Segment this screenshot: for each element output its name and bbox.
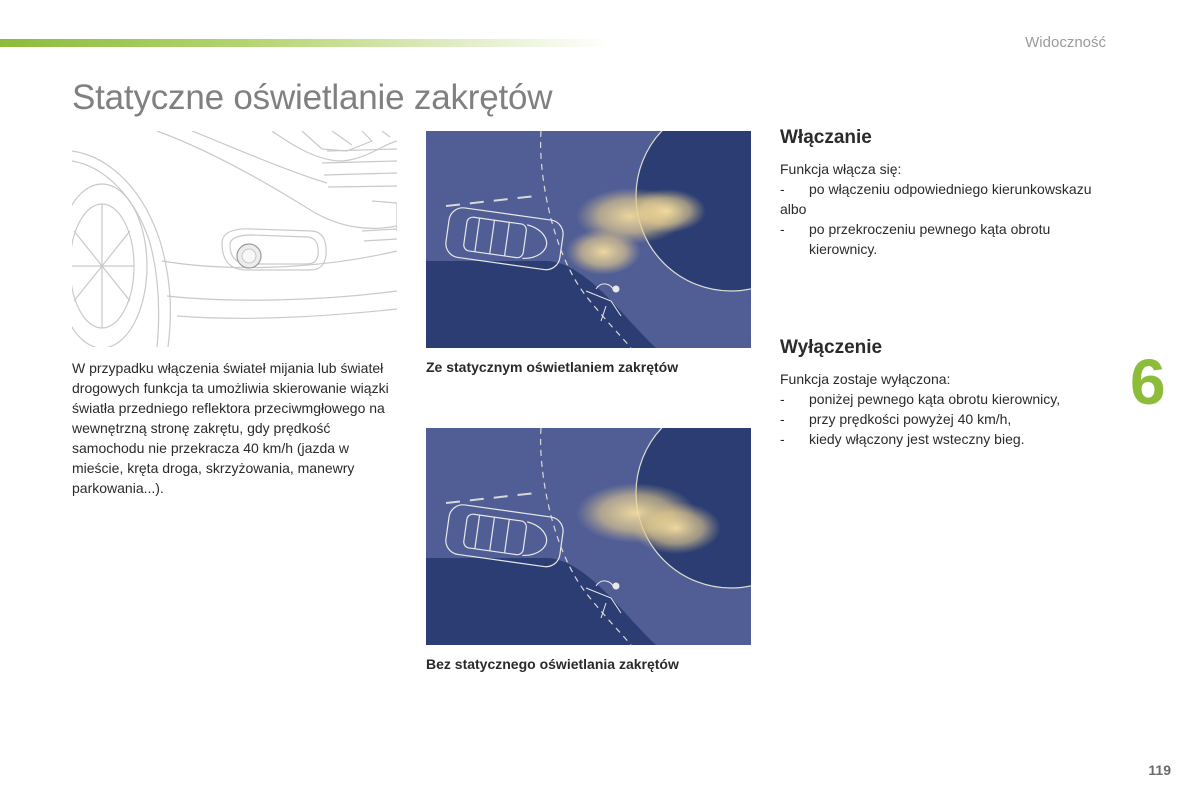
diagram-without-cornering-light (426, 428, 751, 645)
header-accent-bar (0, 39, 610, 47)
deactivation-section (780, 337, 1110, 449)
list-item (780, 179, 1110, 199)
list-item-text: poniżej pewnego kąta obrotu kierownicy, (809, 391, 1061, 407)
list-item-text: przy prędkości powyżej 40 km/h, (809, 411, 1012, 427)
list-dash: - (780, 181, 785, 197)
activation-section (780, 127, 1110, 259)
car-fog-lamp-illustration (72, 131, 397, 347)
activation-heading: Włączanie (780, 127, 872, 148)
page-title: Statyczne oświetlanie zakrętów (72, 78, 553, 117)
chapter-number: 6 (1130, 346, 1166, 418)
caption-without-cornering-light: Bez statycznego oświetlania zakrętów (426, 656, 679, 672)
activation-list (780, 179, 1110, 199)
list-dash: - (780, 411, 785, 427)
activation-list-alt (780, 219, 1110, 259)
list-item (780, 219, 1110, 259)
activation-connector: albo (780, 201, 807, 217)
deactivation-lead: Funkcja zostaje wyłączona: (780, 371, 951, 387)
page-number: 119 (1148, 762, 1171, 778)
deactivation-list (780, 389, 1110, 449)
caption-with-cornering-light: Ze statycznym oświetlaniem zakrętów (426, 359, 679, 375)
list-item (780, 409, 1110, 429)
list-item (780, 429, 1110, 449)
list-dash: - (780, 431, 785, 447)
intro-paragraph: W przypadku włączenia świateł mijania lub świateł drogowych funkcja ta umożliwia skierowanie wiązki światła przedniego reflektora przeciwmgłowego na wewnętrzną stronę zakrętu, gdy prędkość samochodu nie przekracza 40 km/h (jazda w mieście, kręta droga, skrzyżowania, manewry parkowania...). (72, 360, 389, 496)
deactivation-heading: Wyłączenie (780, 337, 883, 358)
list-item-text: po przekroczeniu pewnego kąta obrotu kierownicy. (809, 221, 1051, 257)
diagram-with-cornering-light (426, 131, 751, 348)
list-item (780, 389, 1110, 409)
activation-lead: Funkcja włącza się: (780, 161, 902, 177)
list-item-text: po włączeniu odpowiedniego kierunkowskazu (809, 181, 1092, 197)
list-dash: - (780, 221, 785, 237)
list-item-text: kiedy włączony jest wsteczny bieg. (809, 431, 1025, 447)
section-label: Widoczność (1025, 34, 1106, 51)
list-dash: - (780, 391, 785, 407)
